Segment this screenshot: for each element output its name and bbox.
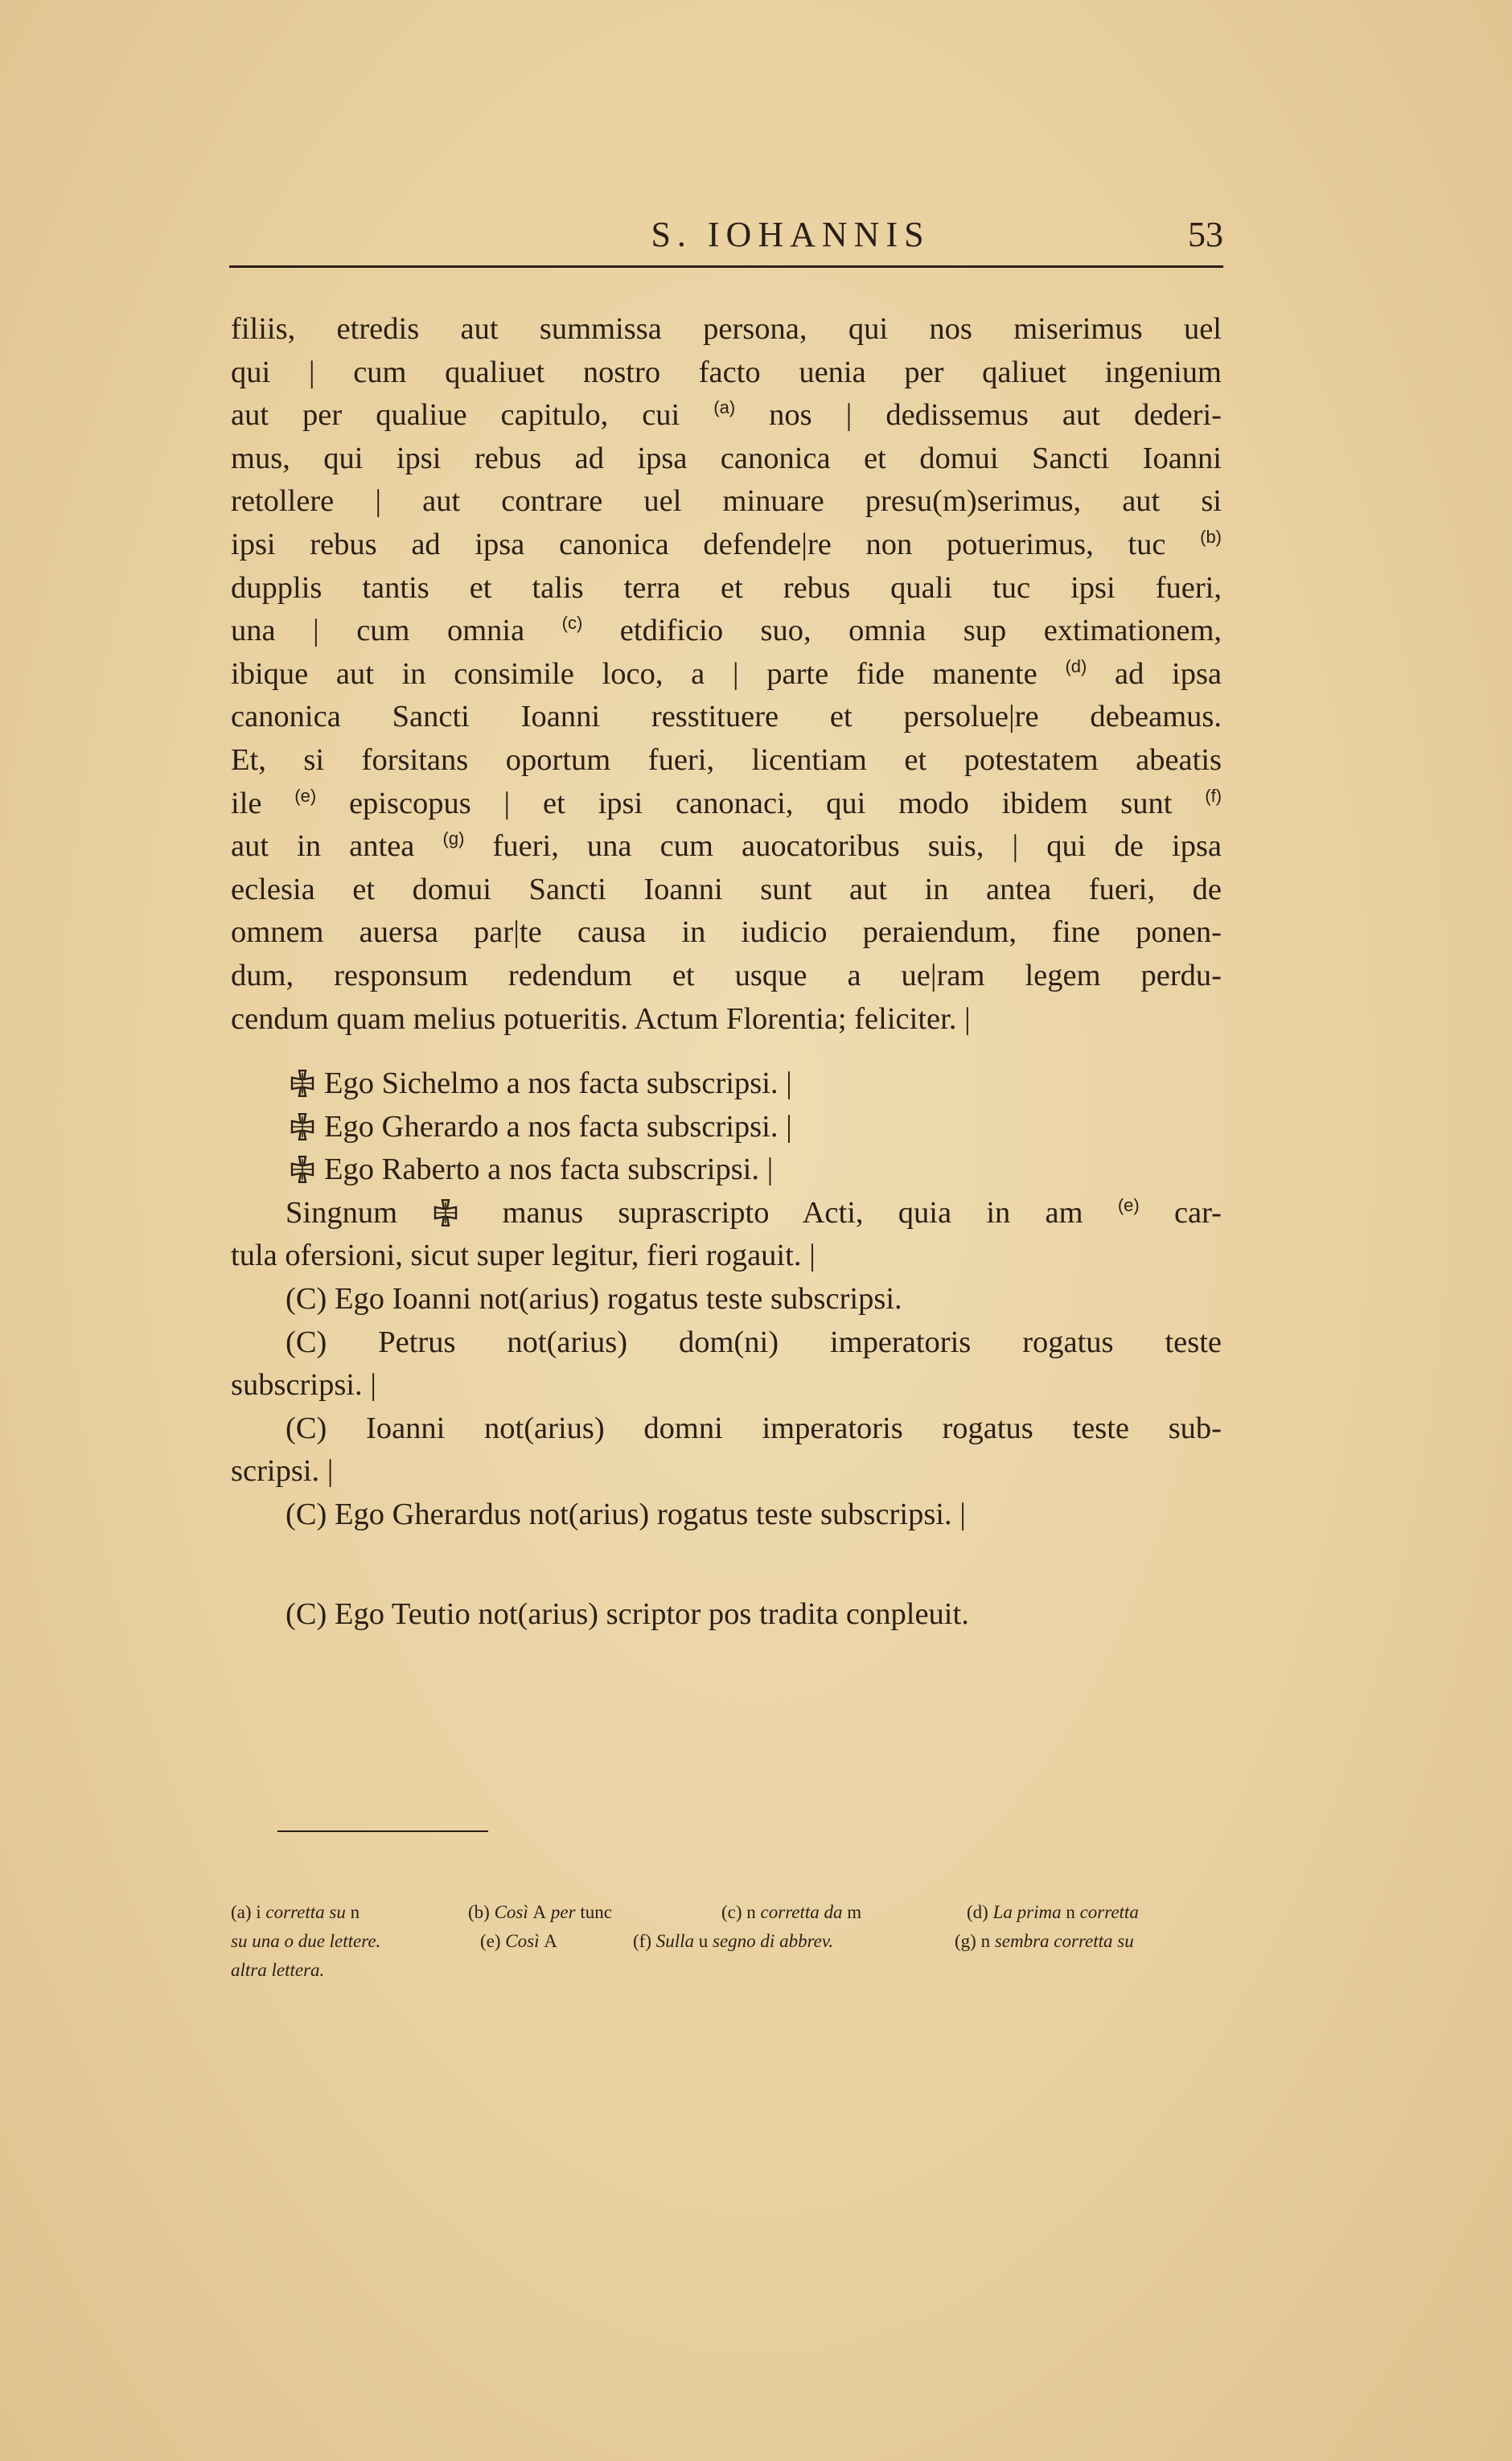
text-line: subscripsi. | xyxy=(231,1368,376,1403)
text-line: ipsi rebus ad ipsa canonica defende|re non potuerimus, tuc $^{(b)}$ xyxy=(231,526,1222,561)
footnote-ref: (g) xyxy=(442,828,465,849)
footnote-ref: (c) xyxy=(561,613,583,634)
footnotes xyxy=(231,1898,1222,1985)
header-rule xyxy=(229,265,1223,268)
text-line: tula ofersioni, sicut super legitur, fieri rogauit. | xyxy=(231,1239,816,1273)
text-line: retollere | aut contrare uel minuare presu(m)serimus, aut si xyxy=(231,484,1222,519)
text-line: aut per qualiue capitulo, cui $^{(a)}$ nos | dedissemus aut dederi- xyxy=(231,397,1222,433)
footnote-b: (b) Così A per tunc xyxy=(468,1902,612,1922)
text-line: Et, si forsitans oportum fueri, licentiam et potestatem abeatis xyxy=(231,742,1222,777)
footnote-line: altra lettera. xyxy=(231,1960,325,1980)
text-line: cendum quam melius potueritis. Actum Florentia; feliciter. | xyxy=(231,1001,971,1036)
signature-line: Ego Gherardo a nos facta subscripsi. | xyxy=(231,1106,1222,1149)
text-line: ile $^{(e)}$ episcopus | et ipsi canonaci, qui modo ibidem sunt $^{(f)}$ xyxy=(231,785,1222,820)
footnote-d: (d) La prima n corretta xyxy=(967,1902,1139,1922)
text-line: scripsi. | xyxy=(231,1454,334,1489)
footnote-ref: (a) xyxy=(713,397,736,418)
running-title: S. IOHANNIS xyxy=(651,215,931,254)
footnote-line: su una o due lettere. (e) Così A (f) Sulla u segno di abbrev. (g) n sembra corretta su xyxy=(231,1927,1222,1956)
text-line: ibique aut in consimile loco, a | parte fide manente $^{(d)}$ ad ipsa xyxy=(231,655,1222,691)
footnote-rule xyxy=(277,1830,488,1832)
page-number: 53 xyxy=(1188,215,1223,254)
text-line: canonica Sancti Ioanni resstituere et persolue|re debeamus. xyxy=(231,700,1222,734)
text-line: dupplis tantis et talis terra et rebus quali tuc ipsi fueri, xyxy=(231,570,1222,605)
text-line: mus, qui ipsi rebus ad ipsa canonica et domui Sancti Ioanni xyxy=(231,441,1222,475)
footnote-c: (c) n corretta da m xyxy=(721,1902,862,1922)
text-line: filiis, etredis aut summissa persona, qui nos miserimus uel xyxy=(231,312,1222,346)
cross-pattee-icon xyxy=(289,1113,316,1140)
footnote-ref: (e) xyxy=(1117,1194,1140,1215)
signature-line: Ego Sichelmo a nos facta subscripsi. | xyxy=(231,1062,1222,1106)
footnote-ref: (f) xyxy=(1205,785,1222,806)
footnote-ref: (b) xyxy=(1200,526,1222,547)
text-line: una | cum omnia $^{(c)}$ etdificio suo, omnia sup extimationem, xyxy=(231,613,1222,648)
cross-pattee-icon xyxy=(289,1070,316,1097)
footnote-f: (f) Sulla u segno di abbrev. xyxy=(633,1931,834,1951)
scribe-line: (C) Ego Teutio not(arius) scriptor pos tradita conpleuit. xyxy=(286,1596,969,1631)
footnote-g: (g) n sembra corretta su xyxy=(955,1931,1134,1951)
notary-line: (C) Ego Gherardus not(arius) rogatus teste subscripsi. | xyxy=(286,1498,966,1532)
text-line: qui | cum qualiuet nostro facto uenia per qaliuet ingenium xyxy=(231,355,1222,389)
cross-pattee-icon xyxy=(432,1199,459,1226)
charter-text xyxy=(231,308,1222,1636)
text-line: aut in antea $^{(g)}$ fueri, una cum auocatoribus suis, | qui de ipsa xyxy=(231,828,1222,864)
cross-pattee-icon xyxy=(289,1156,316,1183)
footnote-e: (e) Così A xyxy=(480,1931,557,1951)
signature-line: Ego Raberto a nos facta subscripsi. | xyxy=(231,1148,1222,1192)
footnote-a: (a) i corretta su n xyxy=(231,1902,360,1922)
notary-line: (C) Ego Ioanni not(arius) rogatus teste subscripsi. xyxy=(286,1282,902,1317)
notary-line: (C) Ioanni not(arius) domni imperatoris rogatus teste sub- xyxy=(286,1411,1222,1445)
page-header xyxy=(229,207,1223,264)
text-line: dum, responsum redendum et usque a ue|ram legem perdu- xyxy=(231,958,1222,992)
footnote-ref: (e) xyxy=(294,785,317,806)
notary-line: (C) Petrus not(arius) dom(ni) imperatoris rogatus teste xyxy=(286,1325,1222,1359)
text-line: omnem auersa par|te causa in iudicio peraiendum, fine ponen- xyxy=(231,915,1222,950)
footnote-line xyxy=(231,1898,1222,1927)
text-line: eclesia et domui Sancti Ioanni sunt aut in antea fueri, de xyxy=(231,872,1222,906)
footnote-ref: (d) xyxy=(1065,655,1087,676)
signum-line: Singnum manus suprascripto Acti, quia in am $^{(e)}$ car- xyxy=(286,1194,1222,1230)
